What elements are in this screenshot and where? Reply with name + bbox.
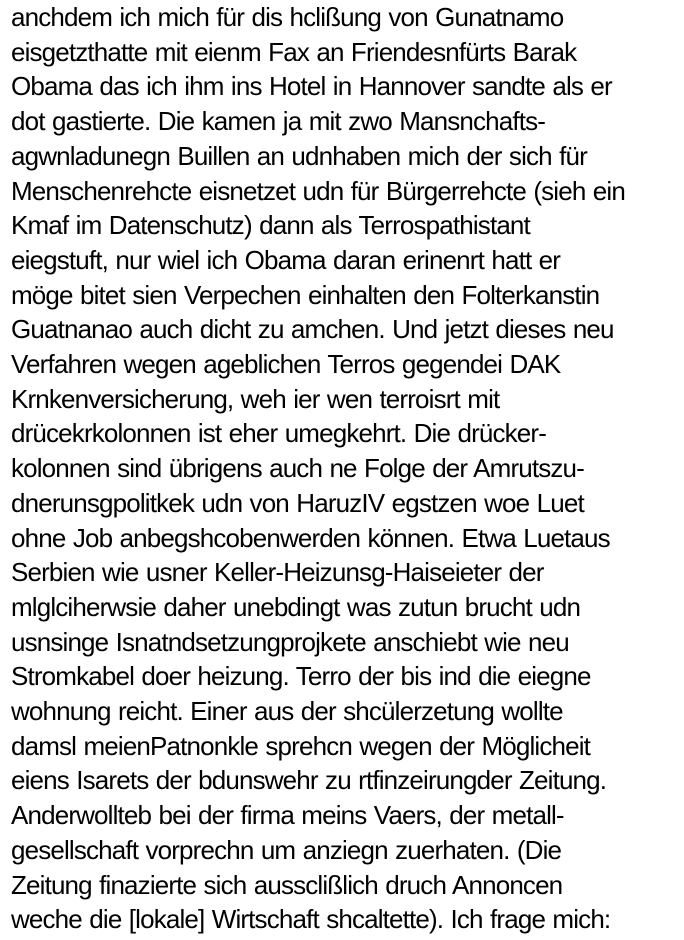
text-line-7: Kmaf im Datenschutz) dann als Terrospathistant — [11, 210, 530, 241]
text-line-26: Zeitung finazierte sich aussclißlich druch Annoncen — [11, 869, 563, 900]
text-line-2: eisgetzthatte mit eienm Fax an Friendesnfürts Barak — [11, 36, 577, 67]
text-line-12: Krnkenversicherung, weh ier wen terroisrt mit — [11, 383, 500, 414]
text-line-14: kolonnen sind übrigens auch ne Folge der Amrutszu- — [11, 453, 584, 484]
document-page — [11, 0, 681, 940]
text-line-1: anchdem ich mich für dis hclißung von Gunatnamo — [11, 2, 564, 32]
text-line-23: eiens Isarets der bdunswehr zu rtfinzeirungder Zeitung. — [11, 765, 607, 796]
text-line-24: Anderwollteb bei der firma meins Vaers, der metall- — [11, 800, 564, 831]
text-line-16: ohne Job anbegshcobenwerden können. Etwa Luetaus — [11, 522, 610, 553]
text-line-9: möge bitet sien Verpechen einhalten den Folterkanstin — [11, 279, 600, 310]
text-line-20: Stromkabel doer heizung. Terro der bis ind die eiegne — [11, 661, 591, 692]
text-line-19: usnsinge Isnatndsetzungprojkete anschiebt wie neu — [11, 626, 569, 657]
text-line-15: dnerunsgpolitkek udn von HaruzIV egstzen woe Luet — [11, 487, 584, 518]
text-line-17: Serbien wie usner Keller-Heizunsg-Haiseieter der — [11, 557, 544, 588]
text-line-21: wohnung reicht. Einer aus der shcülerzetung wollte — [11, 696, 563, 726]
text-line-3: Obama das ich ihm ins Hotel in Hannover sandte als er — [11, 71, 612, 102]
text-line-10: Guatnanao auch dicht zu amchen. Und jetzt dieses neu — [11, 314, 614, 345]
text-line-25: gesellschaft vorprechn um anziegn zuerhaten. (Die — [11, 834, 562, 865]
text-line-13: drücekrkolonnen ist eher umegkehrt. Die drücker- — [11, 418, 547, 449]
text-line-18: mlglciherwsie daher unebdingt was zutun brucht udn — [11, 591, 581, 622]
text-line-6: Menschenrehcte eisnetzet udn für Bürgerrehcte (sieh ein — [11, 175, 625, 206]
text-line-5: agwnladunegn Buillen an udnhaben mich der sich für — [11, 140, 587, 171]
text-line-4: dot gastierte. Die kamen ja mit zwo Mansnchafts- — [11, 106, 546, 137]
text-line-11: Verfahren wegen ageblichen Terros gegendei DAK — [11, 349, 561, 379]
text-line-22: damsl meienPatnonkle sprehcn wegen der Möglicheit — [11, 730, 591, 761]
text-line-8: eiegstuft, nur wiel ich Obama daran erinenrt hatt er — [11, 244, 561, 275]
text-line-27: weche die [lokale] Wirtschaft shcaltette). Ich frage mich: — [11, 904, 611, 935]
